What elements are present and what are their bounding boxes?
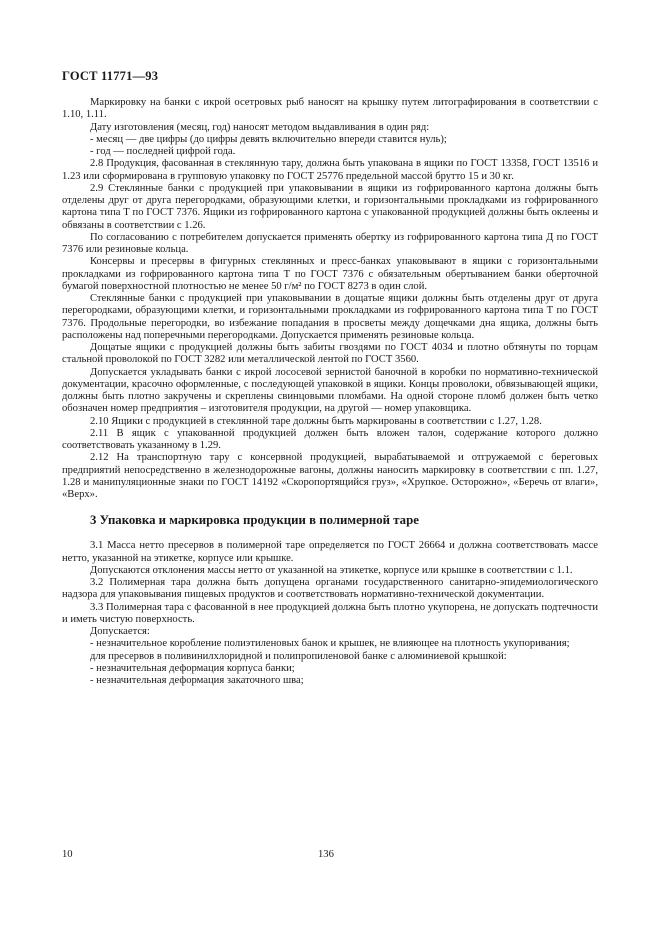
list-item: - год — последней цифрой года. [90, 146, 236, 157]
paragraph: Допускается: [90, 626, 150, 637]
list-item: - незначительная деформация закаточного шва; [90, 675, 304, 686]
standard-header: ГОСТ 11771—93 [62, 69, 159, 83]
paragraph: По согласованию с потребителем допускается применять обертку из гофрированного картона типа Д по ГОСТ 7376 или резиновые кольца. [62, 231, 598, 255]
clause-3-1: 3.1 Масса нетто пресервов в полимерной таре определяется по ГОСТ 26664 и должна соответствовать массе нетто, указанной на этикетке, корпусе или крышке. [62, 540, 598, 564]
clause-2-10: 2.10 Ящики с продукцией в стеклянной таре должны быть маркированы в соответствии с 1.27, 1.28. [90, 415, 542, 427]
paragraph: Дату изготовления (месяц, год) наносят методом выдавливания в один ряд: [90, 121, 430, 133]
clause-3-2: 3.2 Полимерная тара должна быть допущена органами государственного санитарно-эпидемиологического надзора для упаковывания пищевых продуктов и соответствовать нормативно-технической документации. [62, 577, 598, 601]
clause-3-3: 3.3 Полимерная тара с фасованной в нее продукцией должна быть плотно укупорена, не допускать подтечности и иметь чистую поверхность. [62, 601, 598, 625]
list-item: - незначительная деформация корпуса банки; [90, 662, 295, 674]
paragraph: для пресервов в поливинилхлоридной и полипропиленовой банке с алюминиевой крышкой: [90, 650, 507, 662]
paragraph: Маркировку на банки с икрой осетровых рыб наносят на крышку путем литографирования в соответствии с 1.10, 1.11. [62, 97, 598, 121]
clause-2-8: 2.8 Продукция, фасованная в стеклянную тару, должна быть упакована в ящики по ГОСТ 13358, ГОСТ 13516 и 1.23 или сформирована в групповую упаковку по ГОСТ 25776 предельной массой брутто 15 и 30 кг. [62, 158, 598, 182]
paragraph: Допускаются отклонения массы нетто от указанной на этикетке, корпусе или крышке в соответствии с 1.1. [90, 564, 573, 576]
list-item: - месяц — две цифры (до цифры девять включительно впереди ставится нуль); [90, 133, 447, 145]
paragraph: Допускается укладывать банки с икрой лососевой зернистой баночной в коробки по нормативно-технической документации, красочно оформленные, с последующей упаковкой в ящики. Концы проволоки, обвязывающей ящики, должны быть плотно закручены и скреплены свинцовыми пломбами. На одной стороне пломб должен быть четко обозначен номер предприятия – изготовителя продукции, на другой — номер упаковщика. [62, 366, 598, 415]
clause-2-12: 2.12 На транспортную тару с консервной продукцией, вырабатываемой и отгружаемой с береговых предприятий непосредственно в железнодорожные вагоны, должны наносить маркировку в соответствии с пп. 1.27, 1.28 и манипуляционные знаки по ГОСТ 14192 «Скоропортящийся груз», «Хрупкое. Осторожно», «Беречь от влаги», «Верх». [62, 452, 598, 500]
clause-2-9: 2.9 Стеклянные банки с продукцией при упаковывании в ящики из гофрированного картона должны быть отделены друг от друга перегородками, образующими клетки, и горизонтальными прокладками из гофрированного картона типа Т по ГОСТ 7376. Ящики из гофрированного картона с упакованной продукцией должны быть оклеены и обвязаны в соответствии с 1.26. [62, 182, 598, 231]
footer-left-number: 10 [62, 849, 73, 860]
clause-2-11: 2.11 В ящик с упакованной продукцией должен быть вложен талон, содержание которого должно соответствовать указанному в 1.29. [62, 427, 598, 451]
paragraph: Стеклянные банки с продукцией при упаковывании в дощатые ящики должны быть отделены друг от друга перегородками, образующими клетки, и горизонтальными прокладками из гофрированного картона типа Т по ГОСТ 7376. Продольные перегородки, во избежание попадания в просветы между дощечками дна ящика, должны быть расположены над поперечными перегородками. Допускается применять резиновые кольца. [62, 293, 598, 341]
paragraph: Консервы и пресервы в фигурных стеклянных и пресс-банках упаковывают в ящики с горизонтальными прокладками из гофрированного картона типа Т по ГОСТ 7376 с обязательным обертыванием банки оберточной бумагой поверхностной плотностью не менее 50 г/м² по ГОСТ 8273 в один слой. [62, 256, 598, 292]
list-item: - незначительное коробление полиэтиленовых банок и крышек, не влияющее на плотность укупоривания; [90, 638, 570, 650]
page-number: 136 [318, 849, 334, 860]
paragraph: Дощатые ящики с продукцией должны быть забиты гвоздями по ГОСТ 4034 и плотно обтянуты по торцам стальной проволокой по ГОСТ 3282 или металлической лентой по ГОСТ 3560. [62, 342, 598, 366]
document-body [62, 97, 598, 687]
section-heading: 3 Упаковка и маркировка продукции в полимерной таре [90, 513, 419, 528]
